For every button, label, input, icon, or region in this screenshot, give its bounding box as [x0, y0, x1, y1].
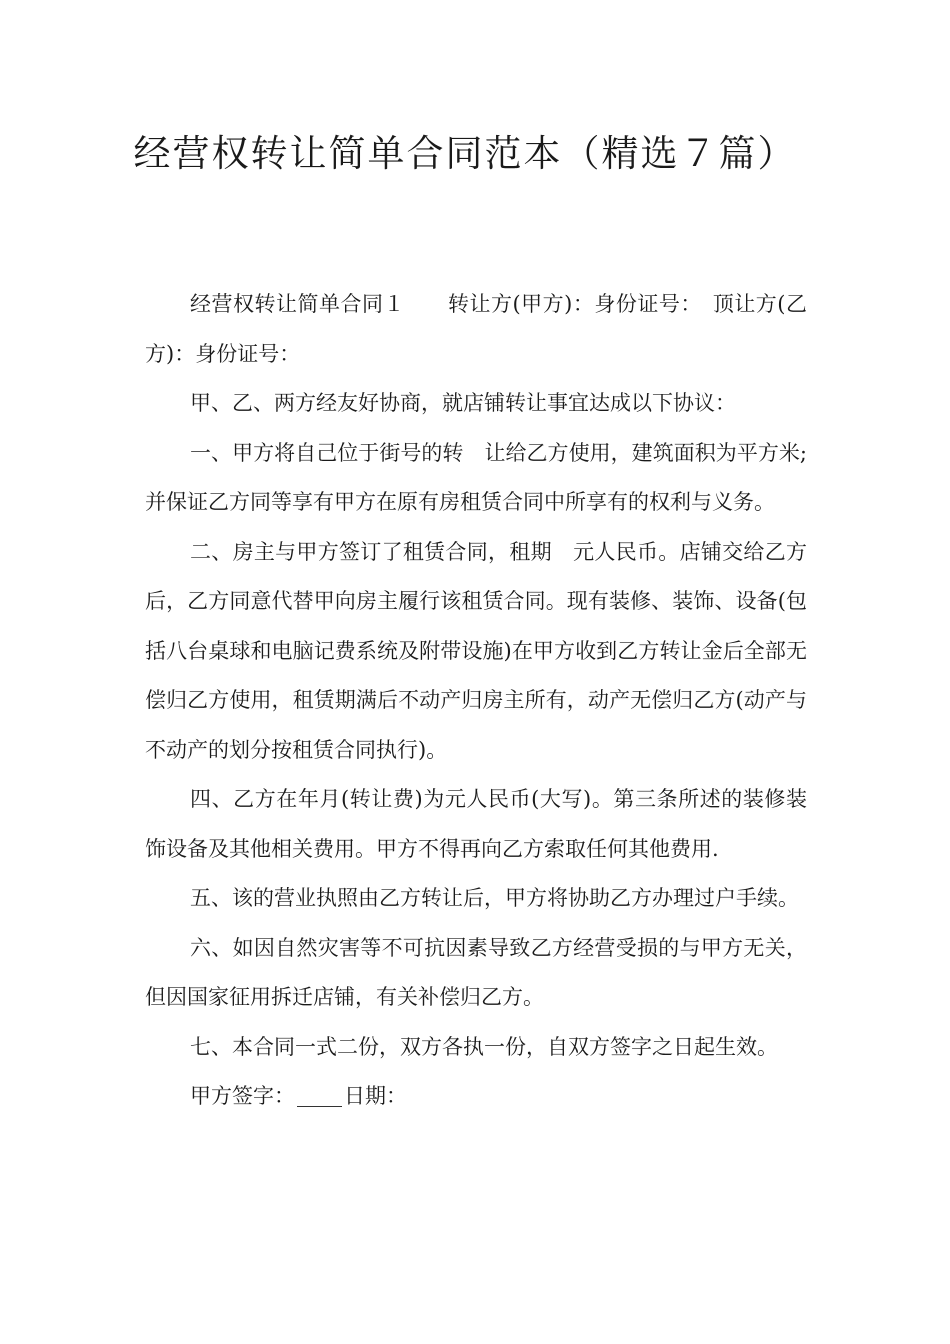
- signature-line: [145, 1072, 807, 1122]
- signature-blank: [297, 1086, 342, 1107]
- page-title: 经营权转让简单合同范本（精选７篇）: [133, 132, 797, 175]
- paragraph-intro: 经营权转让简单合同１ 转让方(甲方)：身份证号： 顶让方(乙方)：身份证号：: [145, 292, 807, 366]
- clause-six: 六、如因自然灾害等不可抗因素导致乙方经营受损的与甲方无关，但因国家征用拆迁店铺，有关补偿归乙方。: [145, 935, 807, 1009]
- signature-label: 甲方签字：: [190, 1084, 295, 1108]
- paragraph-agreement: 甲、乙、两方经友好协商，就店铺转让事宜达成以下协议：: [190, 391, 736, 415]
- clause-four: 四、乙方在年月(转让费)为元人民币(大写)。第三条所述的装修装饰设备及其他相关费用。甲方不得再向乙方索取任何其他费用.: [145, 787, 807, 861]
- clause-five: 五、该的营业执照由乙方转让后，甲方将协助乙方办理过户手续。: [190, 886, 799, 910]
- date-label: 日期：: [344, 1084, 407, 1108]
- clause-two: 二、房主与甲方签订了租赁合同，租期 元人民币。店铺交给乙方后，乙方同意代替甲向房主履行该租赁合同。现有装修、装饰、设备(包括八台桌球和电脑记费系统及附带设施)在甲方收到乙方转让金后全部无偿归乙方使用，租赁期满后不动产归房主所有，动产无偿归乙方(动产与不动产的划分按租赁合同执行)。: [145, 539, 807, 762]
- clause-one: 一、甲方将自己位于街号的转 让给乙方使用，建筑面积为平方米;并保证乙方同等享有甲方在原有房租赁合同中所享有的权利与义务。: [145, 440, 807, 514]
- contract-body: [145, 280, 807, 1122]
- clause-seven: 七、本合同一式二份，双方各执一份，自双方签字之日起生效。: [190, 1034, 778, 1059]
